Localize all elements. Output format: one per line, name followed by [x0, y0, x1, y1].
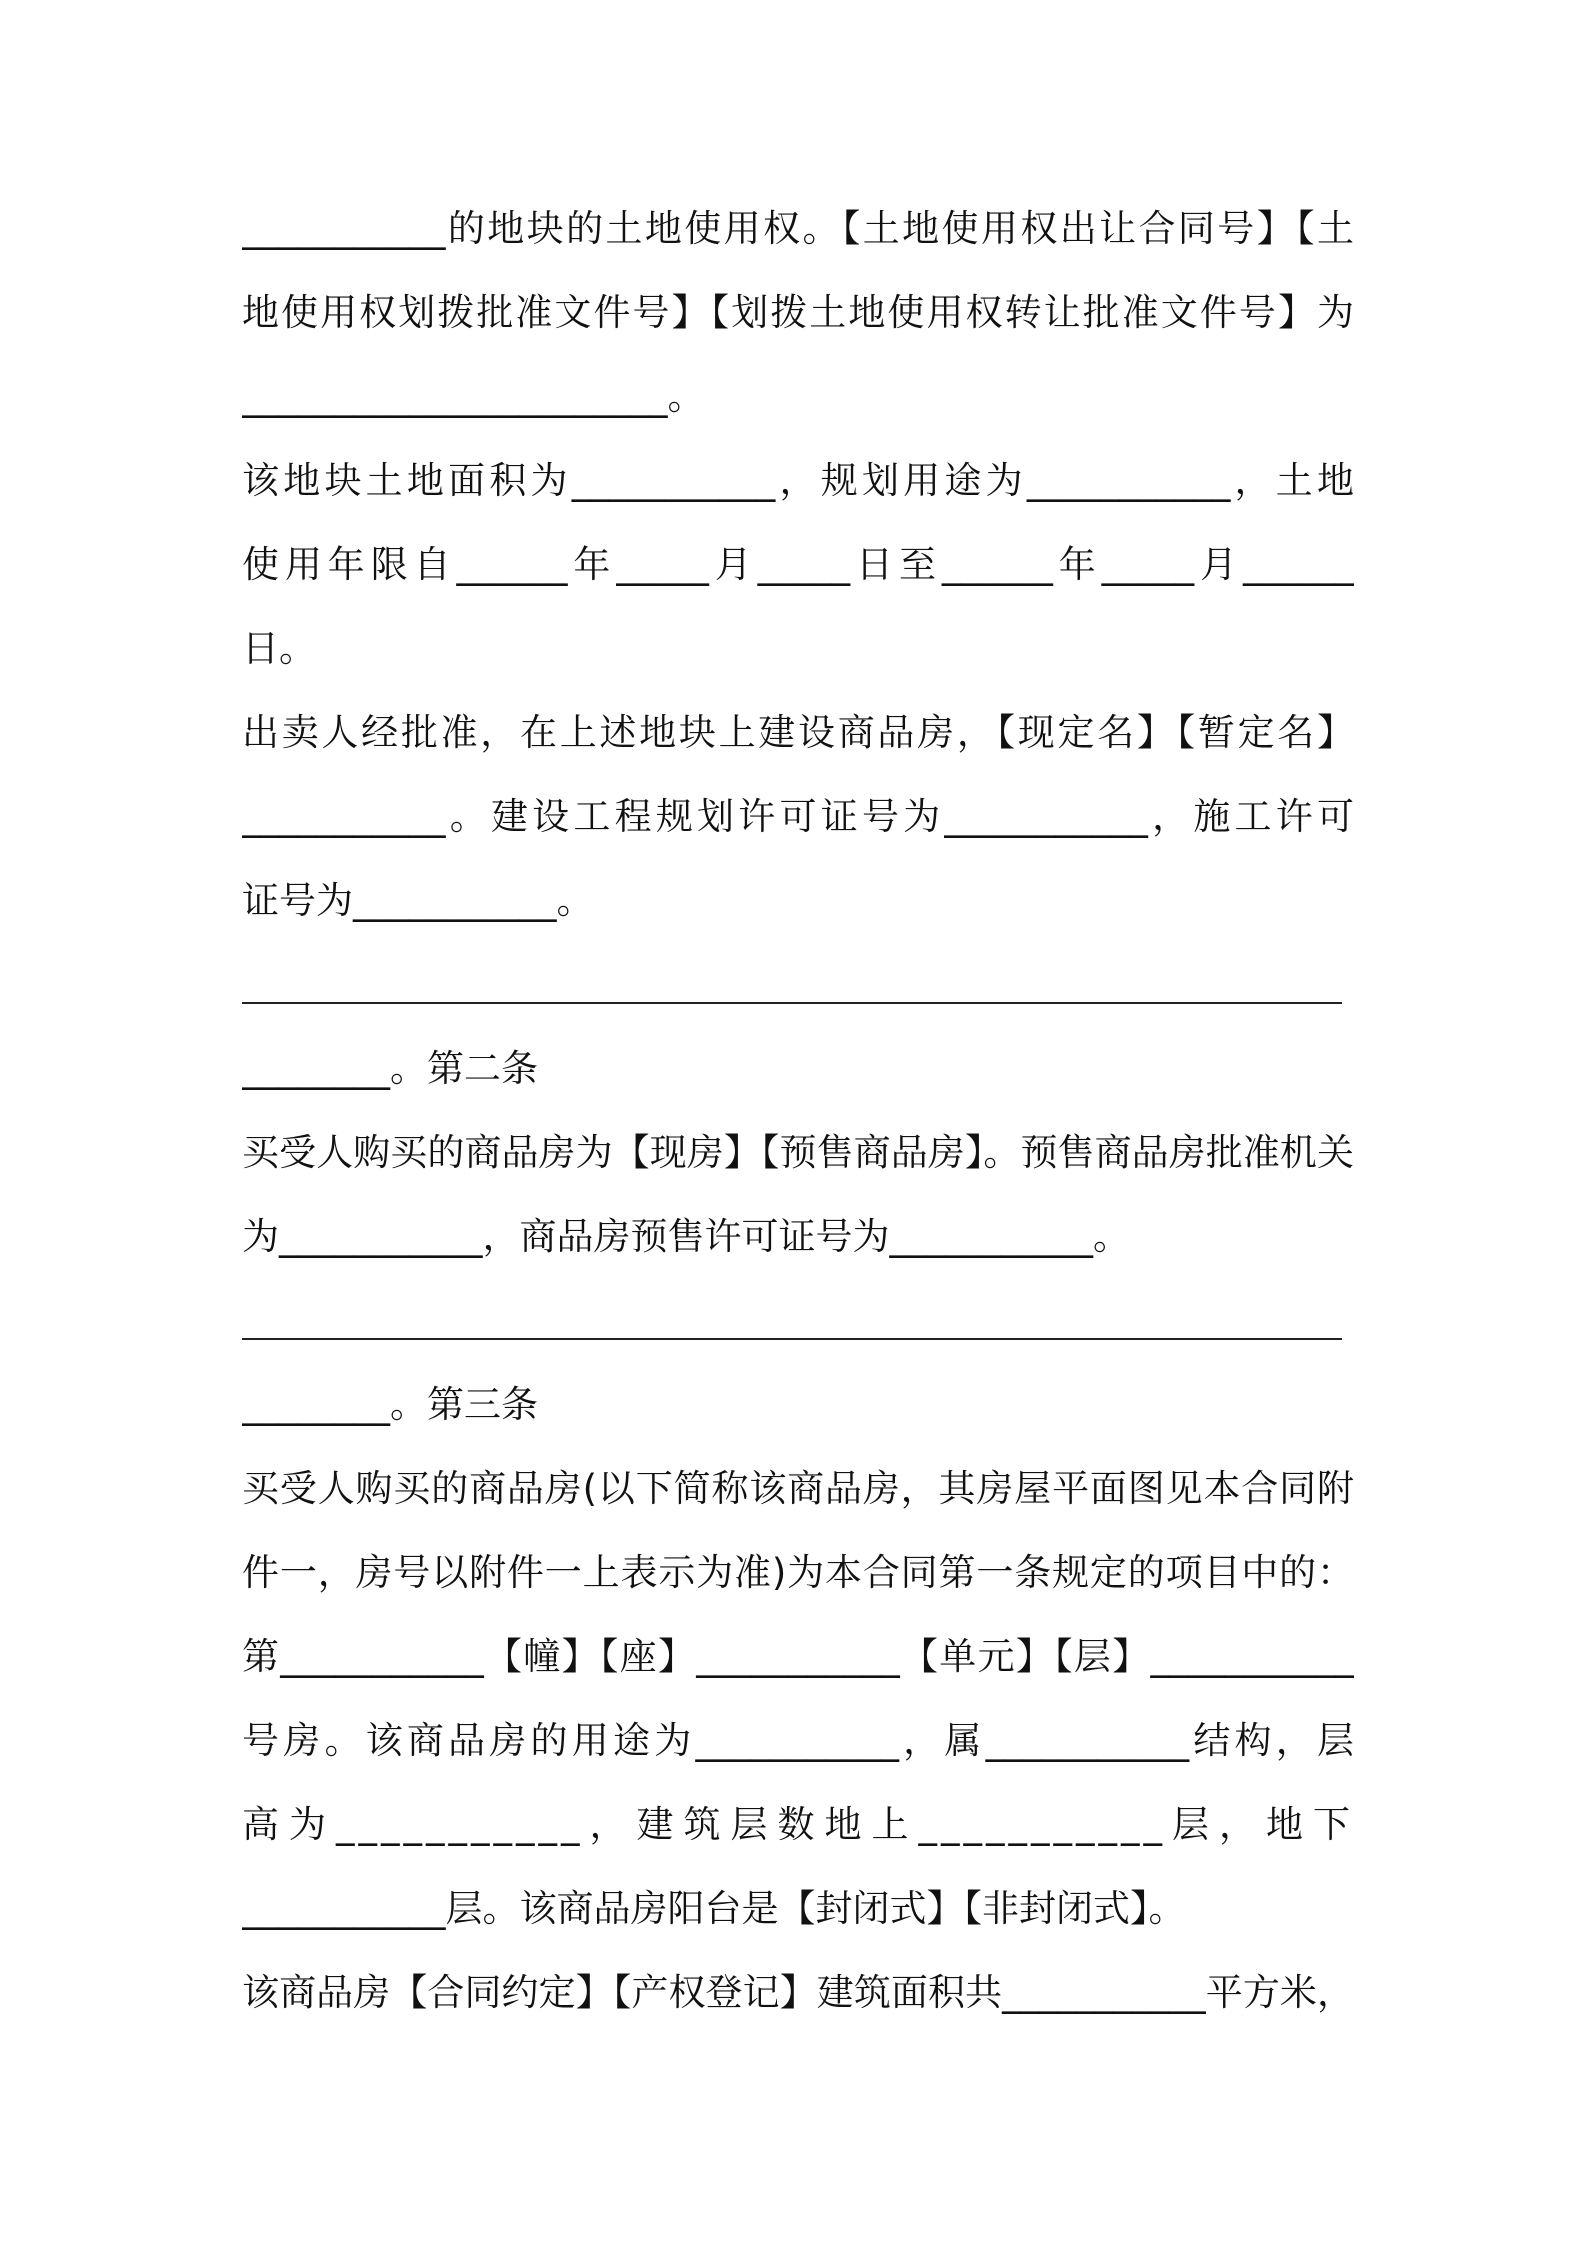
text-line-19: ___________层。该商品房阳台是【封闭式】【非封闭式】。 [242, 1887, 1186, 1930]
text-line-7: 出卖人经批准，在上述地块上建设商品房，【现定名】【暂定名】 [242, 711, 1354, 754]
text-line-11: 买受人购买的商品房为【现房】【预售商品房】。预售商品房批准机关 [242, 1131, 1354, 1174]
article-3-heading: ________。第三条 [242, 1383, 538, 1426]
text-line-18: 高为___________，建筑层数地上___________层，地下 [242, 1803, 1354, 1846]
text-line-3: _______________________。 [242, 375, 705, 418]
text-line-5: 使用年限自______年_____月_____日至______年_____月______ [242, 543, 1354, 586]
fill-in-rule-2 [242, 1338, 1342, 1340]
text-line-20: 该商品房【合同约定】【产权登记】建筑面积共___________平方米， [242, 1971, 1354, 2014]
text-line-15: 件一，房号以附件一上表示为准)为本合同第一条规定的项目中的： [242, 1551, 1354, 1594]
text-line-4: 该地块土地面积为___________，规划用途为___________，土地 [242, 459, 1354, 502]
article-2-heading: ________。第二条 [242, 1047, 538, 1090]
text-line-8: ___________。建设工程规划许可证号为___________，施工许可 [242, 795, 1354, 838]
text-line-17: 号房。该商品房的用途为___________，属___________结构，层 [242, 1719, 1354, 1762]
text-line-12: 为___________，商品房预售许可证号为___________。 [242, 1215, 1130, 1258]
fill-in-rule-1 [242, 1002, 1342, 1004]
text-line-16: 第___________【幢】【座】___________【单元】【层】___________ [242, 1635, 1354, 1678]
text-line-9: 证号为___________。 [242, 879, 594, 922]
text-line-1: ___________的地块的土地使用权。【土地使用权出让合同号】【土 [242, 207, 1354, 250]
text-line-6: 日。 [242, 627, 316, 670]
text-line-2: 地使用权划拨批准文件号】【划拨土地使用权转让批准文件号】为 [242, 291, 1354, 334]
text-line-14: 买受人购买的商品房(以下简称该商品房，其房屋平面图见本合同附 [242, 1467, 1354, 1510]
